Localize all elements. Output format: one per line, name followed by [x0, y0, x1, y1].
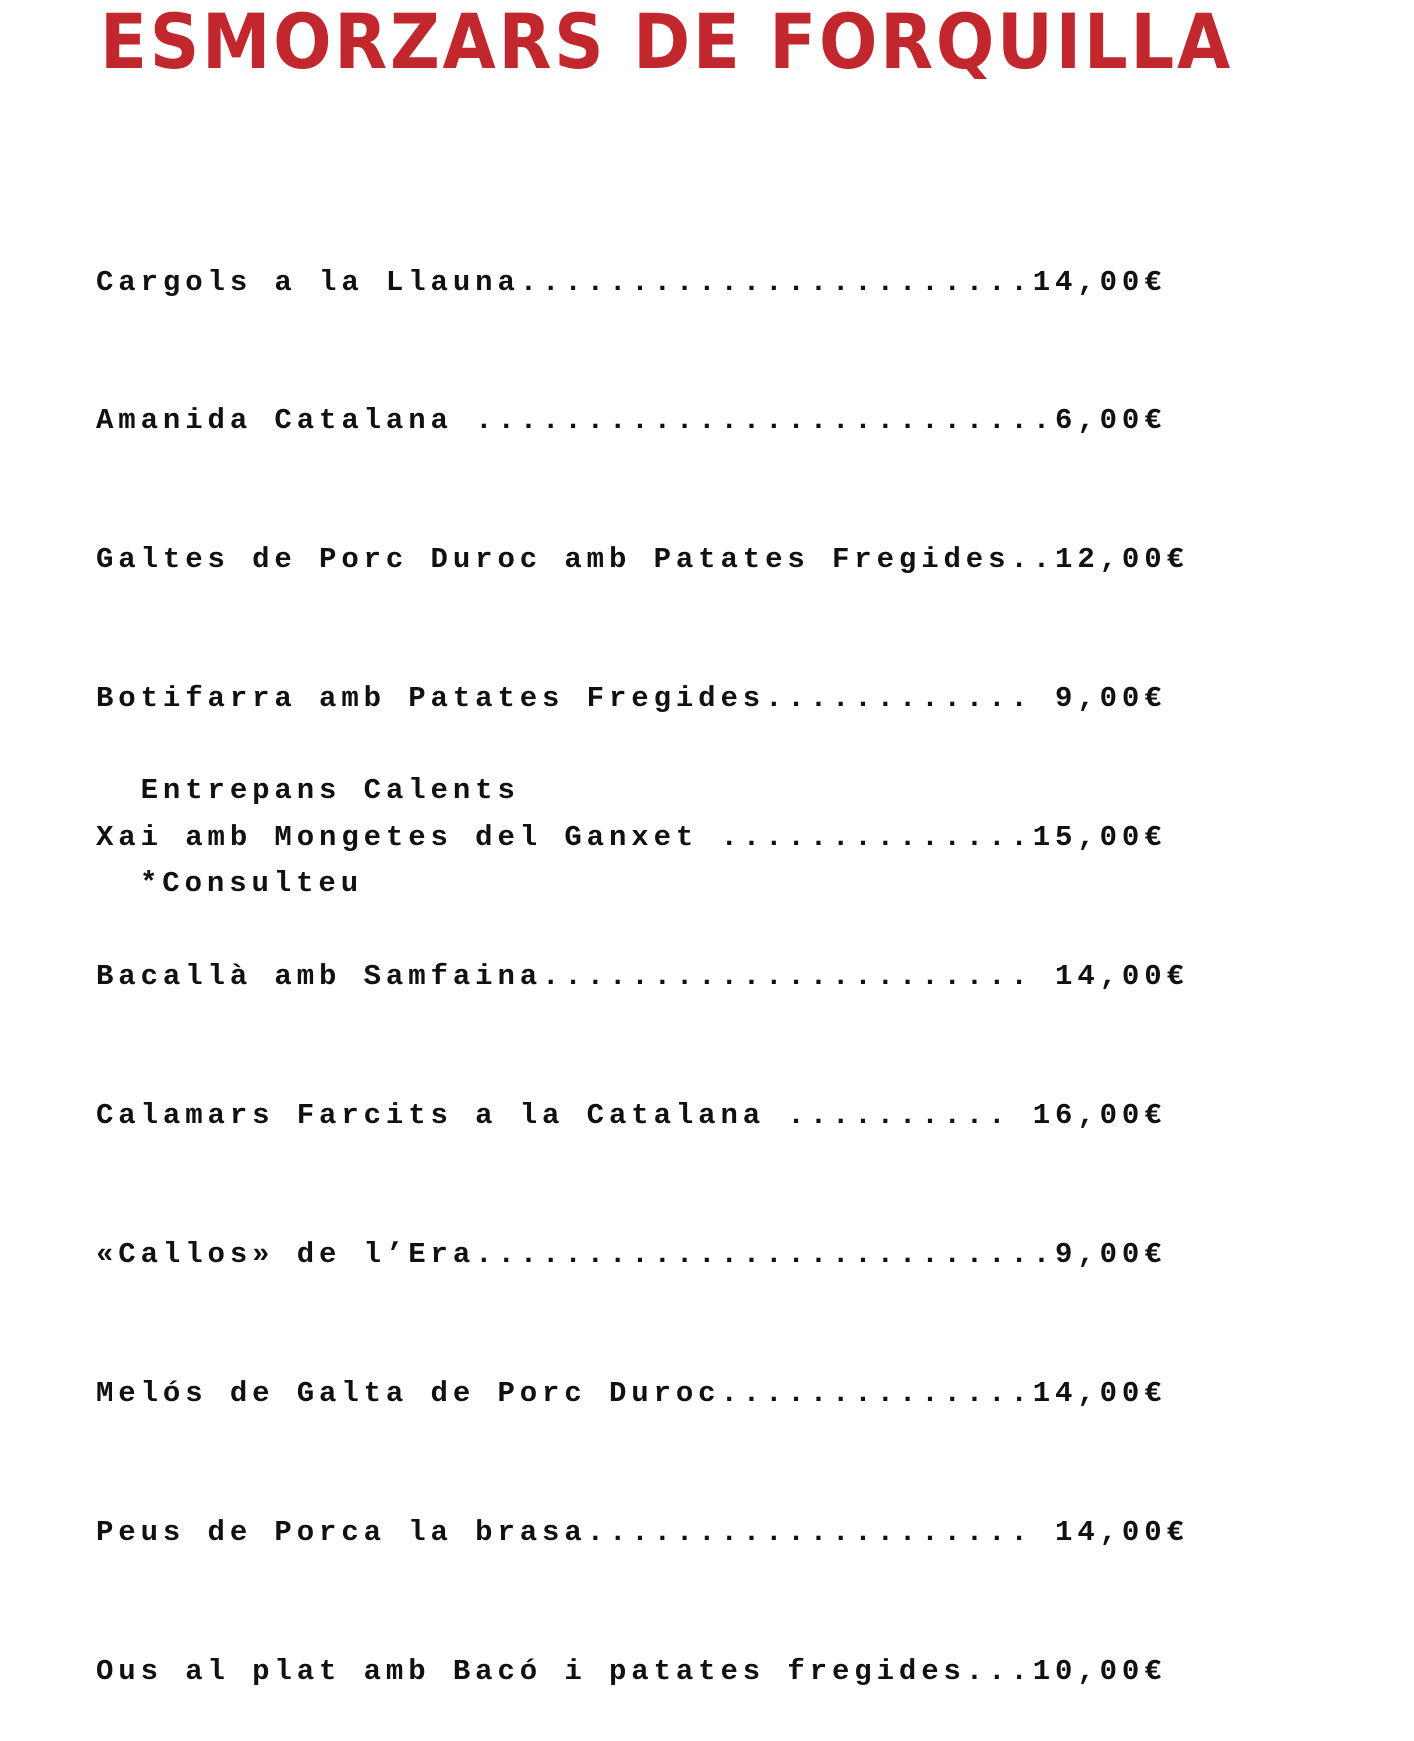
menu-item: Ous al plat amb Bacó i patates fregides...10,00€ [96, 1654, 1167, 1688]
menu-list [96, 167, 1189, 1741]
consult-note: *Consulteu [140, 866, 364, 900]
hot-sandwiches-section [96, 722, 520, 953]
menu-item: Peus de Porca la brasa.................... 14,00€ [96, 1515, 1189, 1549]
menu-item: Galtes de Porc Duroc amb Patates Fregides..12,00€ [96, 543, 1189, 577]
menu-item: Bacallà amb Samfaina...................... 14,00€ [96, 960, 1189, 994]
menu-item: «Callos» de l’Era..........................9,00€ [96, 1237, 1167, 1271]
menu-item: Xai amb Mongetes del Ganxet ..............15,00€ [96, 821, 1167, 855]
menu-title: ESMORZARS DE FORQUILLA [100, 0, 1233, 86]
menu-item: Botifarra amb Patates Fregides............ 9,00€ [96, 682, 1167, 716]
menu-item: Melós de Galta de Porc Duroc..............14,00€ [96, 1376, 1167, 1410]
menu-item: Amanida Catalana ..........................6,00€ [96, 404, 1167, 438]
menu-item: Calamars Farcits a la Catalana .......... 16,00€ [96, 1098, 1167, 1132]
section-heading: Entrepans Calents [140, 774, 520, 808]
menu-item: Cargols a la Llauna.......................14,00€ [96, 265, 1167, 299]
